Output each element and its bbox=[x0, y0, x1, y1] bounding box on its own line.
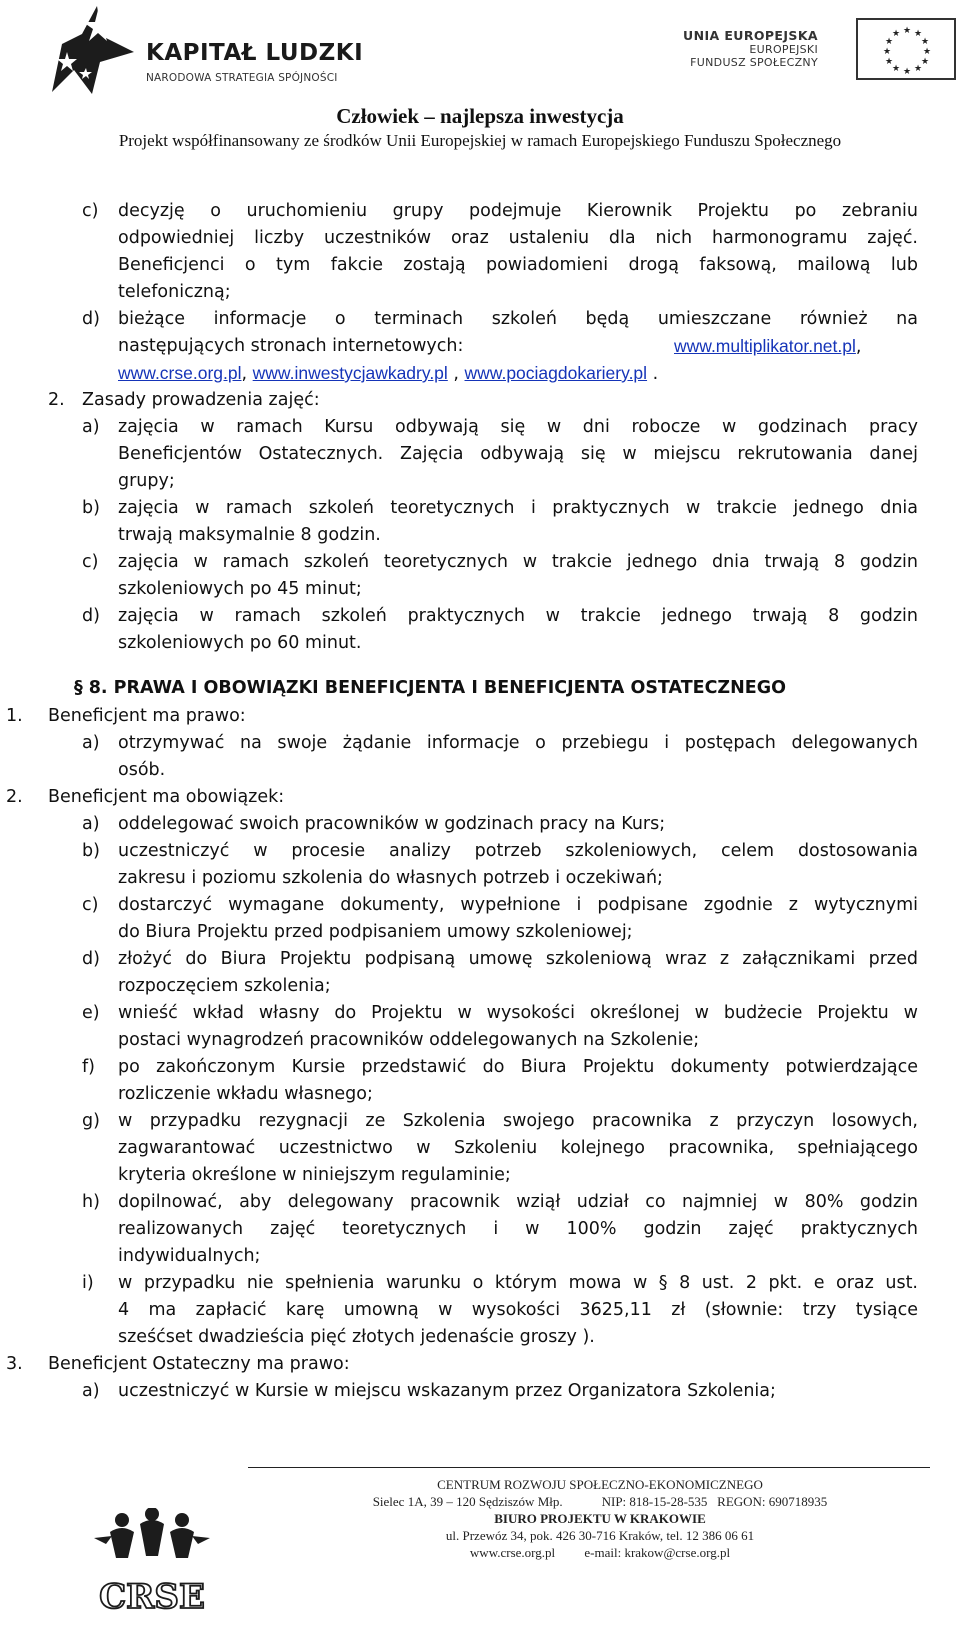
list-item: 1. Beneficjent ma prawo: bbox=[6, 706, 246, 726]
kapital-ludzki-subtitle: NARODOWA STRATEGIA SPÓJNOŚCI bbox=[146, 72, 338, 84]
list-item: a) uczestniczyć w Kursie w miejscu wskazanym przez Organizatora Szkolenia; bbox=[82, 1381, 776, 1401]
list-item: c) zajęcia w ramach szkoleń teoretycznych w trakcie jednego dnia trwają 8 godzin bbox=[82, 552, 918, 572]
cofinancing-note: Projekt współfinansowany ze środków Unii Europejskiej w ramach Europejskiego Funduszu Społecznego bbox=[118, 131, 842, 150]
svg-text:★: ★ bbox=[885, 57, 894, 67]
list-item: 3. Beneficjent Ostateczny ma prawo: bbox=[6, 1354, 350, 1374]
list-item-line: następujących stronach internetowych: www.multiplikator.net.pl, bbox=[118, 336, 862, 357]
eu-logo-line1: UNIA EUROPEJSKA bbox=[683, 28, 818, 43]
list-item-line: grupy; bbox=[118, 471, 175, 491]
svg-text:★: ★ bbox=[883, 47, 892, 57]
eu-logo-text bbox=[683, 28, 818, 69]
eu-logo-line2: EUROPEJSKI bbox=[749, 43, 818, 56]
list-item: f) po zakończonym Kursie przedstawić do Biura Projektu dokumenty potwierdzające bbox=[82, 1057, 918, 1077]
list-item: h) dopilnować, aby delegowany pracownik wziął udział co najmniej w 80% godzin bbox=[82, 1192, 918, 1212]
footer-www[interactable]: www.crse.org.pl bbox=[469, 1545, 556, 1560]
list-item-line: indywidualnych; bbox=[118, 1246, 261, 1266]
link-crse[interactable]: www.crse.org.pl bbox=[118, 363, 242, 383]
kapital-ludzki-name: KAPITAŁ LUDZKI bbox=[146, 40, 364, 66]
section-heading-text: 8. PRAWA I OBOWIĄZKI BENEFICJENTA I BENEFICJENTA OSTATECZNEGO bbox=[88, 678, 786, 698]
crse-logo-text: CRSE bbox=[99, 1577, 205, 1617]
eu-logo-line3: FUNDUSZ SPOŁECZNY bbox=[690, 56, 818, 69]
link-pociagdokariery[interactable]: www.pociagdokariery.pl bbox=[464, 363, 648, 383]
list-item-line: kryteria określone w niniejszym regulaminie; bbox=[118, 1165, 511, 1185]
list-item: 2. Zasady prowadzenia zajęć: bbox=[48, 390, 320, 410]
svg-text:★: ★ bbox=[892, 64, 901, 74]
list-item: d) zajęcia w ramach szkoleń praktycznych w trakcie jednego trwają 8 godzin bbox=[82, 606, 918, 626]
list-item: g) w przypadku rezygnacji ze Szkolenia swojego pracownika z przyczyn losowych, bbox=[82, 1111, 918, 1131]
svg-text:★: ★ bbox=[885, 37, 894, 47]
list-item-line: szkoleniowych po 45 minut; bbox=[118, 579, 362, 599]
list-item-line: telefoniczną; bbox=[118, 282, 231, 302]
footer-divider bbox=[248, 1467, 930, 1468]
svg-text:★: ★ bbox=[914, 64, 923, 74]
footer-address-line: Sielec 1A, 39 – 120 Sędziszów Młp. NIP: 818-15-28-535 REGON: 690718935 bbox=[372, 1494, 828, 1509]
list-item-line: postaci wynagrodzeń pracowników oddelegowanych na Szkolenie; bbox=[118, 1030, 700, 1050]
list-item-line: rozliczenie wkładu własnego; bbox=[118, 1084, 373, 1104]
list-item-line: trwają maksymalnie 8 godzin. bbox=[118, 525, 381, 545]
paragraph-sign: § bbox=[74, 678, 83, 698]
svg-text:★: ★ bbox=[903, 67, 912, 77]
list-item-line: zakresu i poziomu szkolenia do własnych potrzeb i oczekiwań; bbox=[118, 868, 663, 888]
list-item: e) wnieść wkład własny do Projektu w wysokości określonej w budżecie Projektu w bbox=[82, 1003, 918, 1023]
list-item: c) dostarczyć wymagane dokumenty, wypełnione i podpisane zgodnie z wytycznymi bbox=[82, 895, 918, 915]
footer-contact bbox=[290, 1544, 910, 1561]
list-item: a) oddelegować swoich pracowników w godzinach pracy na Kurs; bbox=[82, 814, 666, 834]
crse-people-icon bbox=[92, 1508, 212, 1618]
footer-address bbox=[290, 1476, 910, 1561]
list-item-line: osób. bbox=[118, 760, 166, 780]
list-item-line: sześćset dwadzieścia pięć złotych jedenaście groszy ). bbox=[118, 1327, 595, 1347]
svg-text:★: ★ bbox=[923, 47, 932, 57]
footer-org: CENTRUM ROZWOJU SPOŁECZNO-EKONOMICZNEGO bbox=[437, 1477, 763, 1492]
list-item: a) zajęcia w ramach Kursu odbywają się w dni robocze w godzinach pracy bbox=[82, 417, 918, 437]
section-heading bbox=[74, 678, 786, 698]
svg-text:★: ★ bbox=[892, 29, 901, 39]
list-item-line: Beneficjentów Ostatecznych. Zajęcia odbywają się w miejscu rekrutowania danej bbox=[118, 444, 918, 464]
list-item: i) w przypadku nie spełnienia warunku o którym mowa w § 8 ust. 2 pkt. e oraz ust. bbox=[82, 1273, 918, 1293]
list-item: d) bieżące informacje o terminach szkoleń będą umieszczane również na bbox=[82, 309, 918, 329]
eu-flag-icon bbox=[856, 18, 956, 80]
svg-text:★: ★ bbox=[914, 29, 923, 39]
list-item-line: szkoleniowych po 60 minut. bbox=[118, 633, 362, 653]
list-item-line: do Biura Projektu przed podpisaniem umowy szkoleniowej; bbox=[118, 922, 633, 942]
list-item: b) uczestniczyć w procesie analizy potrzeb szkoleniowych, celem dostosowania bbox=[82, 841, 918, 861]
list-item-line: odpowiedniej liczby uczestników oraz ustaleniu dla nich harmonogramu zajęć. bbox=[118, 228, 918, 248]
list-item: c) decyzję o uruchomieniu grupy podejmuje Kierownik Projektu po zebraniu bbox=[82, 201, 918, 221]
list-item-line: realizowanych zajęć teoretycznych i w 100% godzin zajęć praktycznych bbox=[118, 1219, 918, 1239]
link-inwestycjawkadry[interactable]: www.inwestycjawkadry.pl bbox=[252, 363, 448, 383]
list-item: 2. Beneficjent ma obowiązek: bbox=[6, 787, 285, 807]
list-item: d) złożyć do Biura Projektu podpisaną umowę szkoleniową wraz z załącznikami przed bbox=[82, 949, 918, 969]
footer-email[interactable]: e-mail: krakow@crse.org.pl bbox=[584, 1545, 731, 1560]
project-motto: Człowiek – najlepsza inwestycja bbox=[336, 104, 624, 128]
kapital-ludzki-logo bbox=[42, 4, 382, 94]
svg-text:★: ★ bbox=[921, 37, 930, 47]
footer-office: BIURO PROJEKTU W KRAKOWIE bbox=[494, 1511, 706, 1526]
kapital-ludzki-emblem-icon bbox=[42, 4, 142, 96]
svg-text:★: ★ bbox=[903, 26, 912, 36]
list-item-line: Beneficjenci o tym fakcie zostają powiadomieni drogą faksową, mailową lub bbox=[118, 255, 918, 275]
crse-logo bbox=[92, 1508, 212, 1618]
list-item-line: rozpoczęciem szkolenia; bbox=[118, 976, 331, 996]
link-multiplikator[interactable]: www.multiplikator.net.pl bbox=[674, 336, 856, 356]
list-item: b) zajęcia w ramach szkoleń teoretycznych i praktycznych w trakcie jednego dnia bbox=[82, 498, 918, 518]
footer-office-address: ul. Przewóz 34, pok. 426 30-716 Kraków, tel. 12 386 06 61 bbox=[445, 1528, 755, 1543]
list-item-line: www.crse.org.pl, www.inwestycjawkadry.pl , www.pociagdokariery.pl . bbox=[118, 363, 659, 384]
svg-text:★: ★ bbox=[921, 57, 930, 67]
list-item-line: zagwarantować uczestnictwo w Szkoleniu kolejnego pracownika, spełniającego bbox=[118, 1138, 918, 1158]
list-item: a) otrzymywać na swoje żądanie informacje o przebiegu i postępach delegowanych bbox=[82, 733, 918, 753]
list-item-line: 4 ma zapłacić karę umowną w wysokości 3625,11 zł (słownie: trzy tysiące bbox=[118, 1300, 918, 1320]
